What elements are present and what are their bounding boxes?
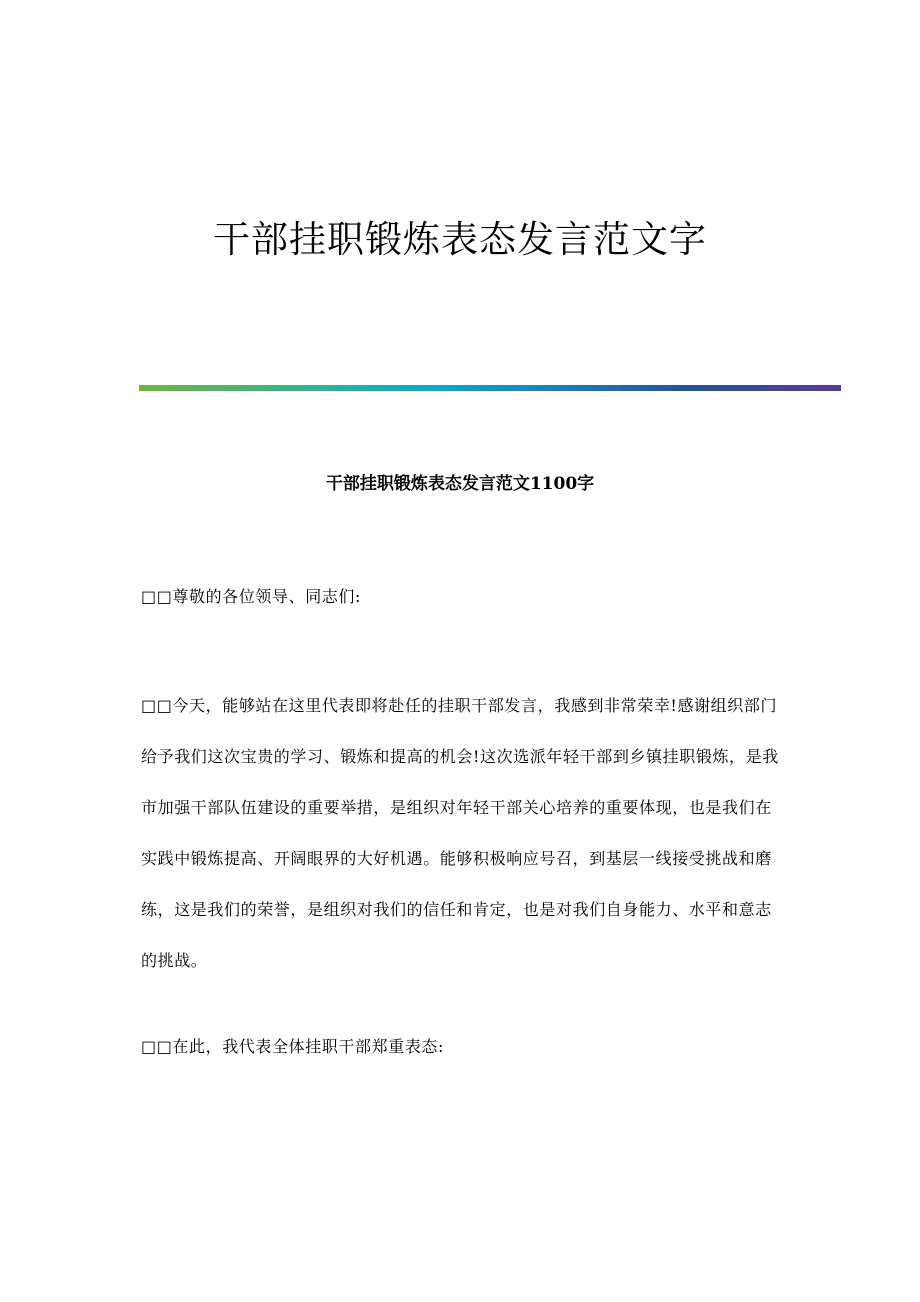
document-title: 干部挂职锻炼表态发言范文字 [213,218,707,261]
document-subtitle: 干部挂职锻炼表态发言范文1100字 [325,474,595,494]
statement-intro-paragraph: □□在此，我代表全体挂职干部郑重表态: [141,1037,445,1056]
salutation-paragraph: □□尊敬的各位领导、同志们: [141,587,362,606]
gradient-divider [139,385,841,391]
body-paragraph: □□今天，能够站在这里代表即将赴任的挂职干部发言，我感到非常荣幸!感谢组织部门给予我们这次宝贵的学习、锻炼和提高的机会!这次选派年轻干部到乡镇挂职锻炼，是我市加强干部队伍建设的重要举措，是组织对年轻干部关心培养的重要体现，也是我们在实践中锻炼提高、开阔眼界的大好机遇。能够积极响应号召，到基层一线接受挑战和磨练，这是我们的荣誉，是组织对我们的信任和肯定，也是对我们自身能力、水平和意志的挑战。 [141,696,779,970]
